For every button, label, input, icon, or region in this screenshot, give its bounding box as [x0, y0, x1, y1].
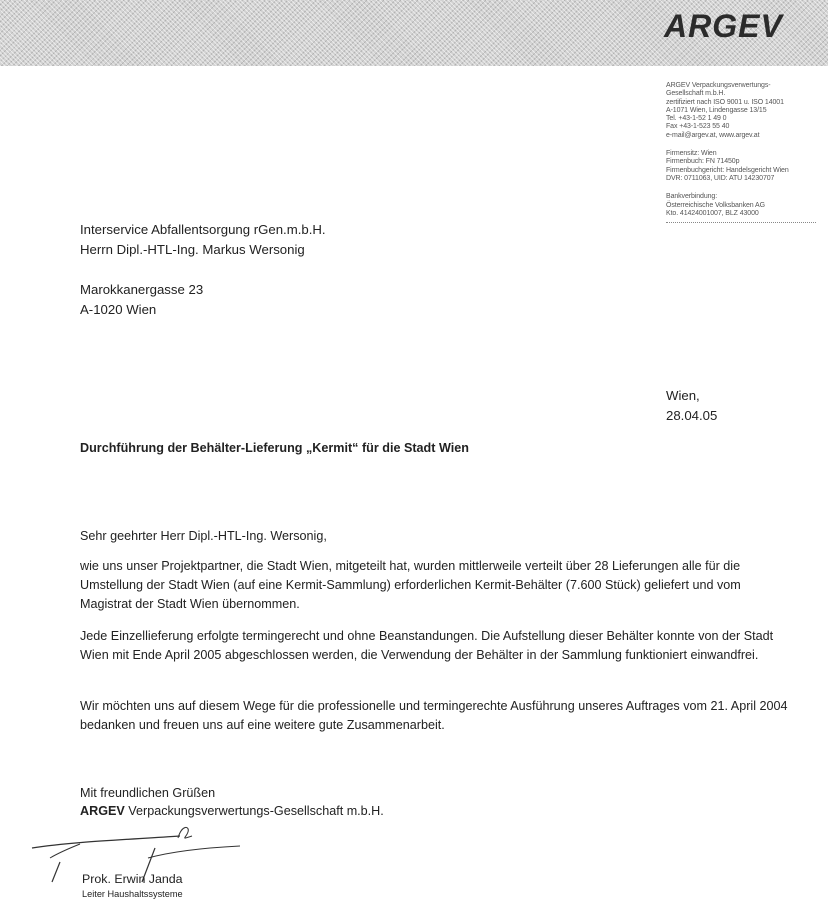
body-paragraph: Wir möchten uns auf diesem Wege für die professionelle und termingerechte Ausführung unseres Auftrages vom 21. April 2004 bedanken und freuen uns auf eine weitere gute Zusammenarbeit.: [80, 699, 788, 732]
date-place: Wien,: [666, 388, 700, 403]
closing-greeting: Mit freundlichen Grüßen: [80, 786, 216, 800]
date-block: [666, 386, 717, 426]
recipient-block: [80, 220, 326, 260]
company-registry-block: [666, 150, 826, 183]
company-line: Tel. +43-1-52 1 49 0: [666, 115, 727, 123]
body-paragraph: Jede Einzellieferung erfolgte termingerecht und ohne Beanstandungen. Die Aufstellung dieser Behälter konnte von der Stadt Wien mit Ende April 2005 abgeschlossen werden, die Verwendung der Behälter in der Sammlung funktioniert einwandfrei.: [80, 629, 774, 662]
letter-date: 28.04.05: [666, 408, 718, 423]
company-line: e-mail@argev.at, www.argev.at: [666, 131, 760, 139]
body-paragraph: wie uns unser Projektpartner, die Stadt Wien, mitgeteilt hat, wurden mittlerweile verteilt über 28 Lieferungen alle für die Umstellung der Stadt Wien (auf eine Kermit-Sammlung) erforderlichen Kermit-Behälter (7.600 Stück) geliefert und vom Magistrat der Stadt Wien übernommen.: [80, 559, 741, 611]
closing-company: [80, 804, 384, 818]
registry-line: Firmensitz: Wien: [666, 150, 717, 158]
registry-line: Firmenbuch: FN 71450p: [666, 158, 740, 166]
salutation: Sehr geehrter Herr Dipl.-HTL-Ing. Wersonig,: [80, 529, 327, 543]
recipient-person: Herrn Dipl.-HTL-Ing. Markus Wersonig: [80, 242, 305, 257]
argev-logo: ARGEV: [664, 8, 783, 44]
company-info-sidebar: [666, 82, 826, 233]
closing-company-bold: ARGEV: [80, 804, 125, 818]
recipient-street: Marokkanergasse 23: [80, 282, 204, 297]
bank-line: Bankverbindung:: [666, 193, 718, 201]
recipient-city: A-1020 Wien: [80, 302, 157, 317]
signer-title: Leiter Haushaltssysteme: [82, 889, 183, 899]
company-line: Fax +43-1-523 55 40: [666, 123, 730, 131]
company-line: Gesellschaft m.b.H.: [666, 90, 726, 98]
recipient-address: [80, 280, 203, 320]
recipient-company: Interservice Abfallentsorgung rGen.m.b.H.: [80, 222, 326, 237]
letter-subject: Durchführung der Behälter-Lieferung „Kermit“ für die Stadt Wien: [80, 441, 469, 455]
bank-line: Kto. 41424001007, BLZ 43000: [666, 209, 759, 217]
company-contact-block: [666, 82, 826, 140]
registry-line: Firmenbuchgericht: Handelsgericht Wien: [666, 166, 789, 174]
bank-info-block: [666, 193, 826, 223]
closing-company-rest: Verpackungsverwertungs-Gesellschaft m.b.H.: [124, 804, 384, 818]
company-line: ARGEV Verpackungsverwertungs-: [666, 82, 771, 89]
signer-name: Prok. Erwin Janda: [82, 872, 183, 886]
sidebar-divider: [666, 222, 816, 223]
bank-line: Österreichische Volksbanken AG: [666, 201, 765, 209]
registry-line: DVR: 0711063, UID: ATU 14230707: [666, 174, 775, 182]
company-line: A-1071 Wien, Lindengasse 13/15: [666, 106, 767, 114]
company-line: zertifiziert nach ISO 9001 u. ISO 14001: [666, 98, 784, 106]
